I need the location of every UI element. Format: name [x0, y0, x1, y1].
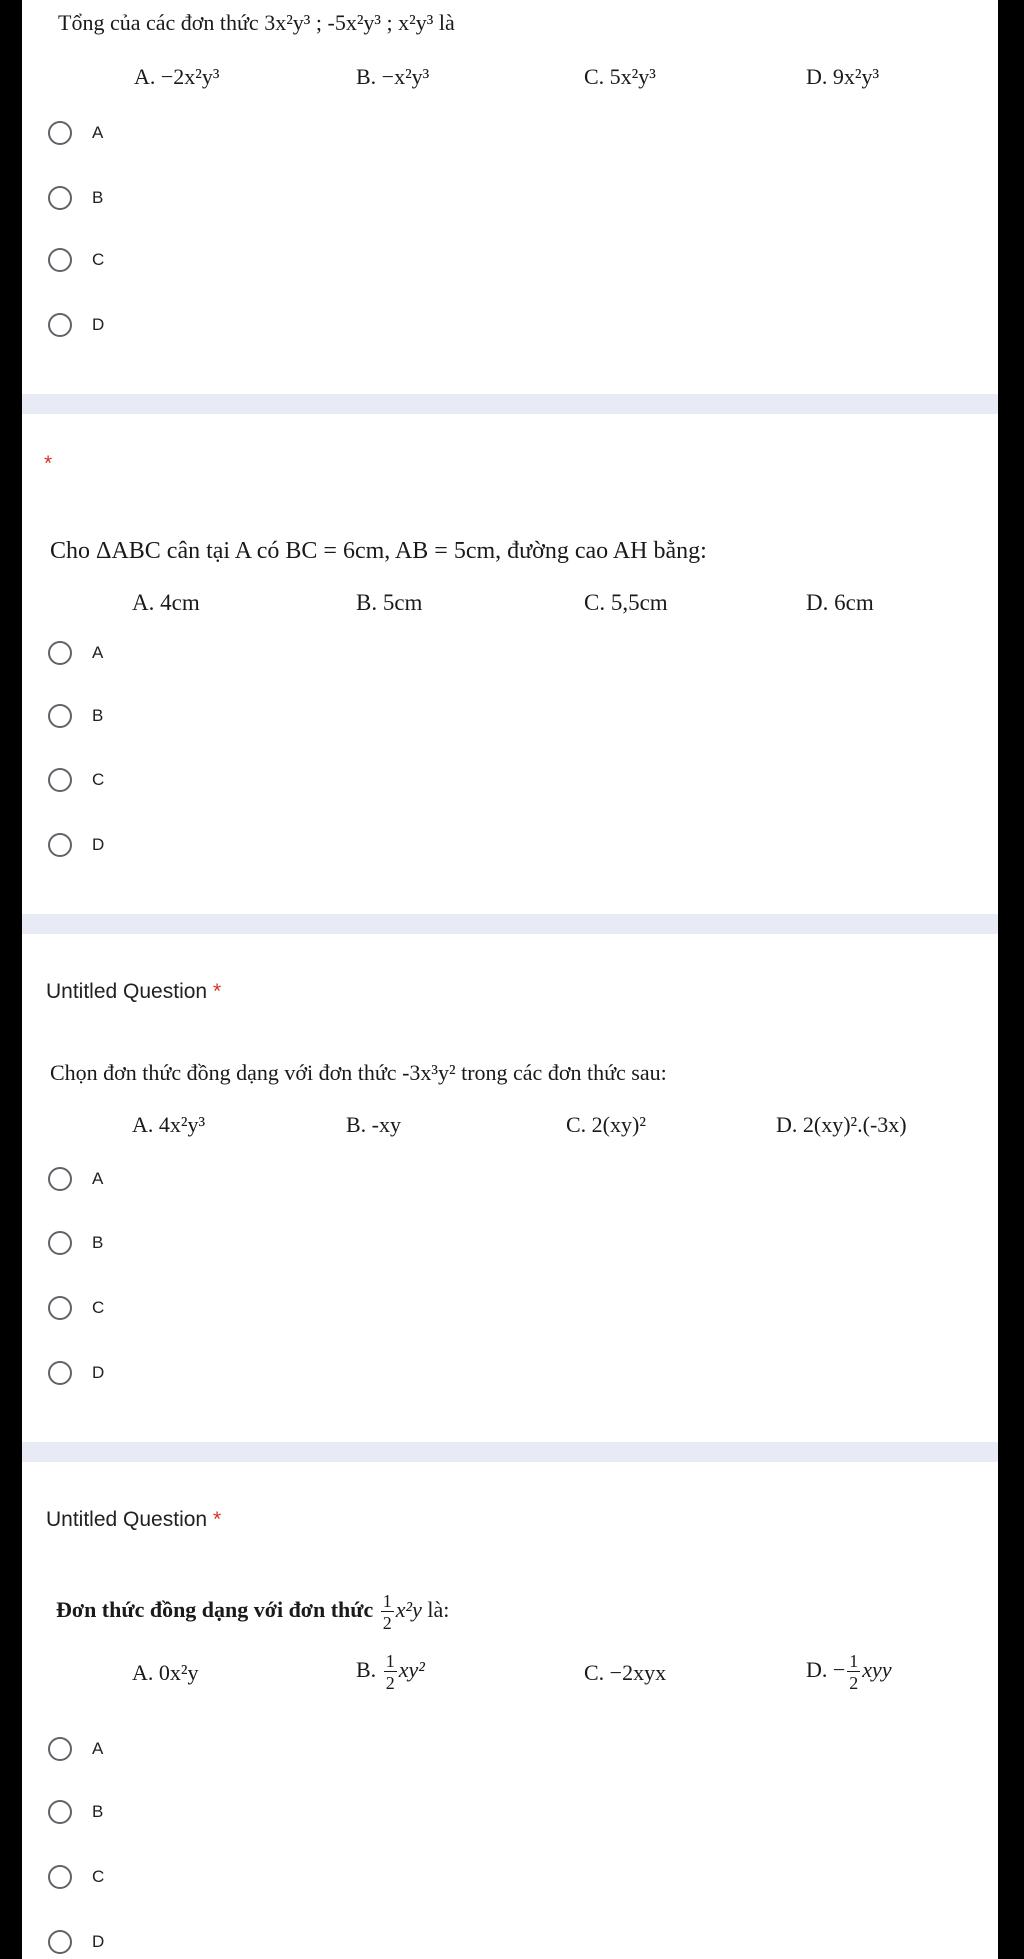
question-4-title [46, 1508, 221, 1532]
choice-label: C [92, 250, 105, 269]
stem-suffix: trong các đơn thức sau: [461, 1060, 667, 1085]
radio-circle-icon[interactable] [48, 1231, 72, 1255]
choice-label: A [92, 1169, 104, 1188]
question-separator [22, 1442, 998, 1462]
option-a: A. 0x²y [132, 1660, 199, 1685]
choice-c[interactable] [48, 245, 104, 275]
option-c: C. 5,5cm [584, 590, 668, 615]
choice-label: D [92, 835, 105, 854]
radio-circle-icon[interactable] [48, 768, 72, 792]
radio-circle-icon[interactable] [48, 1361, 72, 1385]
option-d: D. 6cm [806, 590, 874, 615]
option-a: A. 4x²y³ [132, 1112, 206, 1137]
choice-label: C [92, 1298, 105, 1317]
choice-b[interactable] [48, 1797, 103, 1827]
option-c: C. 2(xy)² [566, 1112, 646, 1137]
option-b: B. $\frac{1}{2}$ xy² [356, 1651, 425, 1693]
choice-label: D [92, 315, 105, 334]
choice-label: A [92, 123, 104, 142]
radio-circle-icon[interactable] [48, 704, 72, 728]
question-3-title [46, 980, 221, 1004]
stem-suffix: là [438, 10, 455, 35]
question-4-stem [56, 1592, 449, 1632]
option-d: D. 9x²y³ [806, 64, 880, 89]
stem-math: x²y [395, 1597, 422, 1623]
choice-c[interactable] [48, 1862, 104, 1892]
choice-label: B [92, 188, 104, 207]
stem-math: 3x²y³ ; -5x²y³ ; x²y³ [264, 10, 434, 35]
choice-a[interactable] [48, 638, 103, 668]
question-1-stem [58, 10, 455, 36]
option-a: A. −2x²y³ [134, 64, 220, 89]
required-mark: * [212, 1508, 222, 1531]
form-page [22, 0, 998, 1959]
radio-circle-icon[interactable] [48, 1296, 72, 1320]
choice-d[interactable] [48, 830, 104, 860]
option-b: B. −x²y³ [356, 64, 430, 89]
radio-circle-icon[interactable] [48, 186, 72, 210]
question-3-stem [50, 1060, 667, 1086]
choice-label: B [92, 706, 104, 725]
choice-b[interactable] [48, 1228, 103, 1258]
choice-d[interactable] [48, 1927, 104, 1957]
stem-suffix: là: [427, 1597, 450, 1623]
radio-circle-icon[interactable] [48, 121, 72, 145]
choice-d[interactable] [48, 1358, 104, 1388]
choice-c[interactable] [48, 1293, 104, 1323]
stem-text: Tổng của các đơn thức [58, 10, 259, 35]
option-b: B. 5cm [356, 590, 423, 615]
stem-text: Chọn đơn thức đồng dạng với đơn thức [50, 1060, 397, 1085]
radio-circle-icon[interactable] [48, 1800, 72, 1824]
option-d: D. 2(xy)².(-3x) [776, 1112, 907, 1137]
radio-circle-icon[interactable] [48, 641, 72, 665]
stem-text: Đơn thức đồng dạng với đơn thức [56, 1597, 374, 1623]
choice-a[interactable] [48, 1164, 103, 1194]
choice-b[interactable] [48, 701, 103, 731]
option-d: D. − $\frac{1}{2}$ xyy [806, 1651, 892, 1693]
choice-label: A [92, 643, 104, 662]
choice-label: B [92, 1802, 104, 1821]
radio-circle-icon[interactable] [48, 1930, 72, 1954]
question-title: Untitled Question [46, 1508, 208, 1531]
choice-label: D [92, 1932, 105, 1951]
question-separator [22, 914, 998, 934]
choice-label: B [92, 1233, 104, 1252]
question-separator [22, 394, 998, 414]
stem-math: -3x³y² [402, 1060, 456, 1085]
choice-label: C [92, 1867, 105, 1886]
radio-circle-icon[interactable] [48, 248, 72, 272]
choice-a[interactable] [48, 1734, 103, 1764]
required-mark: * [44, 452, 53, 475]
option-c: C. −2xyx [584, 1660, 667, 1685]
choice-a[interactable] [48, 118, 103, 148]
choice-label: D [92, 1363, 105, 1382]
radio-circle-icon[interactable] [48, 1865, 72, 1889]
radio-circle-icon[interactable] [48, 1167, 72, 1191]
radio-circle-icon[interactable] [48, 833, 72, 857]
question-title: Untitled Question [46, 980, 208, 1003]
choice-d[interactable] [48, 310, 104, 340]
fraction: $\frac{1}{2}$ [382, 1591, 392, 1633]
choice-label: C [92, 770, 105, 789]
radio-circle-icon[interactable] [48, 1737, 72, 1761]
option-a: A. 4cm [132, 590, 200, 615]
required-mark: * [212, 980, 222, 1003]
choice-c[interactable] [48, 765, 104, 795]
choice-b[interactable] [48, 183, 103, 213]
option-b: B. -xy [346, 1112, 401, 1137]
radio-circle-icon[interactable] [48, 313, 72, 337]
option-c: C. 5x²y³ [584, 64, 656, 89]
choice-label: A [92, 1739, 104, 1758]
question-2-stem: Cho ΔABC cân tại A có BC = 6cm, AB = 5cm, đường cao AH bằng: [50, 538, 707, 564]
